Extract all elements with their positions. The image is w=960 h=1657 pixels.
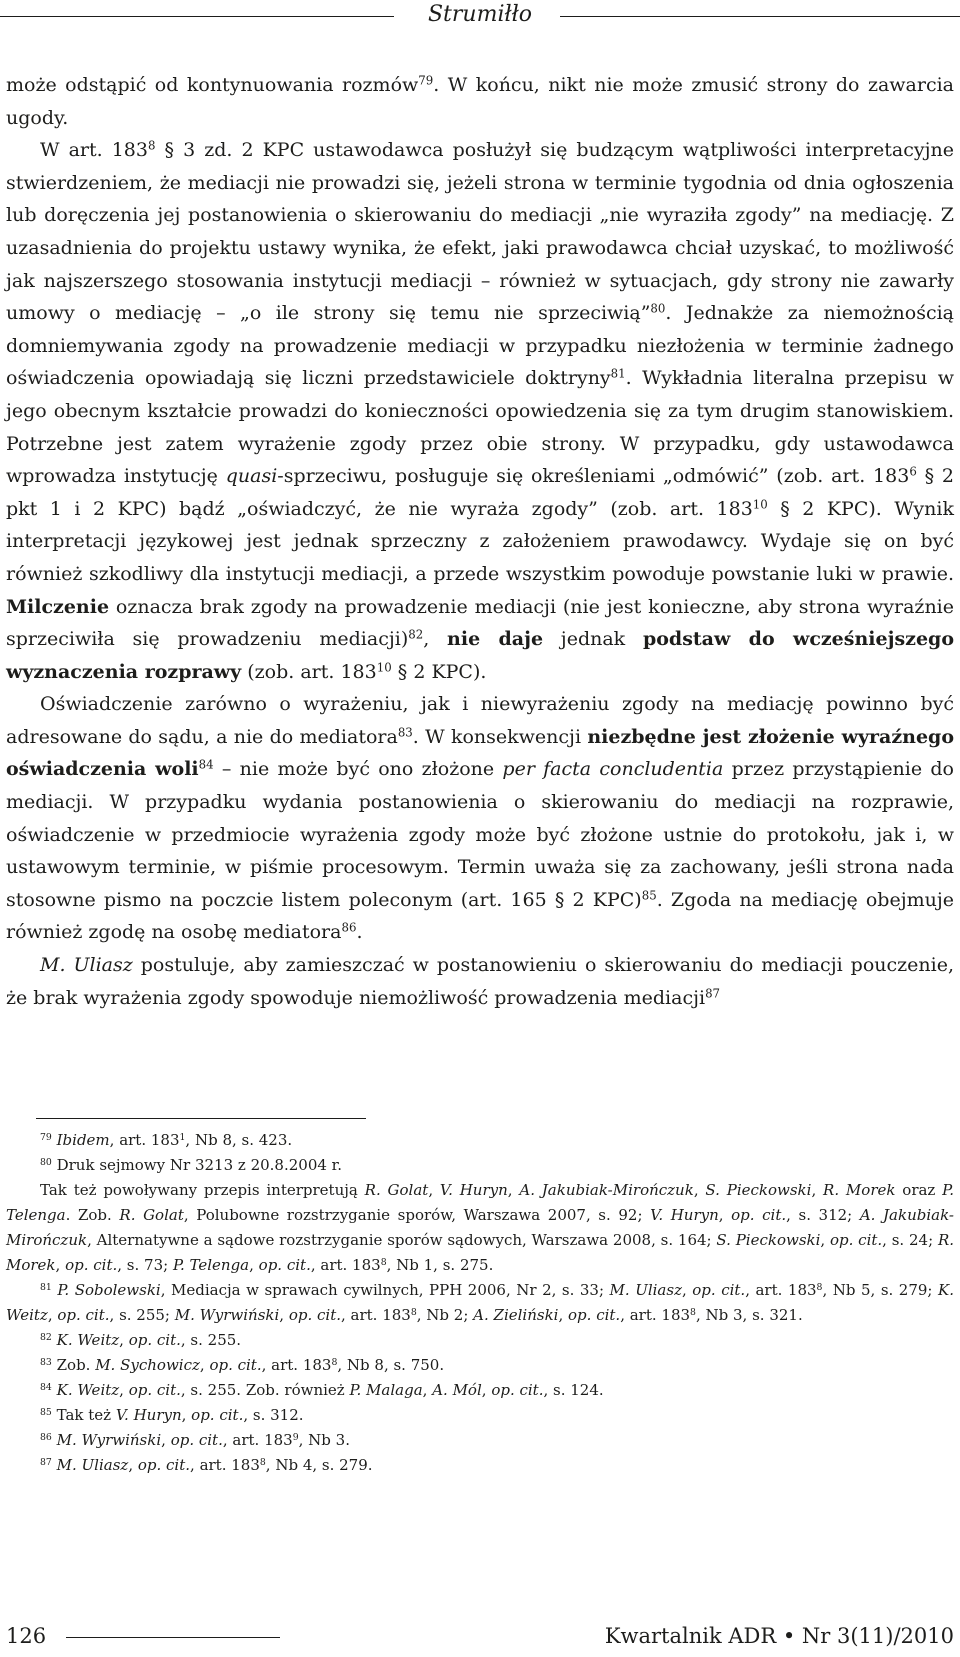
footnote-ref-83: 83 [397, 725, 413, 740]
footnote-82: $^{82}$ K. Weitz, op. cit., s. 255. [40, 1331, 242, 1349]
footnote-ref-87: 87 [705, 986, 721, 1001]
footnote-ref-85: 85 [641, 888, 657, 903]
footnote-ref-80: 80 [650, 301, 666, 316]
footnote-87: $^{87}$ M. Uliasz, op. cit., art. $183^8$, Nb 4, s. 279. [40, 1456, 373, 1474]
footnote-separator [36, 1118, 366, 1119]
footnote-ref-82: 82 [408, 627, 424, 642]
footnote-81: $^{81}$ P. Sobolewski, Mediacja w sprawach cywilnych, PPH 2006, Nr 2, s. 33; M. Uliasz, op. cit., art. $183^8$, Nb 5, s. 279; K. Weitz, op. cit., s. 255; M. Wyrwiński, op. cit., art. $183^8$, Nb 2; A. Zieliński, op. cit., art. $183^8$, Nb 3, s. 321. [6, 1281, 954, 1324]
paragraph-4: M. Uliasz postuluje, aby zamieszczać w postanowieniu o skierowaniu do mediacji pouczenie, że brak wyrażenia zgody spowoduje niemożliwość prowadzenia mediacji$^{87}$ [6, 954, 954, 1009]
footnote-80-continuation: Tak też powoływany przepis interpretują R. Golat, V. Huryn, A. Jakubiak-Mirończuk, S. Pieckowski, R. Morek oraz P. Telenga. Zob. R. Golat, Polubowne rozstrzyganie sporów, Warszawa 2007, s. 92; V. Huryn, op. cit., s. 312; A. Jakubiak-Mirończuk, Alternatywne a sądowe rozstrzyganie sporów sądowych, Warszawa 2008, s. 164; S. Pieckowski, op. cit., s. 24; R. Morek, op. cit., s. 73; P. Telenga, op. cit., art. $183^8$, Nb 1, s. 275. [6, 1181, 954, 1274]
footnote-83: $^{83}$ Zob. M. Sychowicz, op. cit., art. $183^8$, Nb 8, s. 750. [40, 1356, 445, 1374]
footnote-ref-84: 84 [198, 758, 214, 772]
journal-title: Kwartalnik ADR • Nr 3(11)/2010 [604, 1624, 954, 1648]
footnote-ref-81: 81 [610, 366, 626, 381]
paragraph-2: W art. $183^8$ § 3 zd. 2 KPC ustawodawca posłużył się budzącym wątpliwości interpretacyjne stwierdzeniem, że mediacji nie prowadzi się, jeżeli strona w terminie tygodnia od dnia ogłoszenia lub doręczenia jej postanowienia o skierowaniu do mediacji „nie wyraziła zgody” na mediację. Z uzasadnienia do projektu ustawy wynika, że efekt, jaki prawodawca chciał uzyskać, to możliwość jak najszerszego stosowania instytucji mediacji – również w sytuacjach, gdy strony nie zawarły umowy o mediację – „o ile strony się temu nie sprzeciwią”$^{80}$. Jednakże za niemożnością domniemywania zgody na prowadzenie mediacji w przypadku niezłożenia w terminie żadnego oświadczenia opowiadają się liczni przedstawiciele doktryny$^{81}$. Wykładnia literalna przepisu w jego obecnym kształcie prowadzi do konieczności opowiedzenia się za tym drugim stanowiskiem. Potrzebne jest zatem wyrażenie zgody przez obie strony. W przypadku, gdy ustawodawca wprowadza instytucję quasi-sprzeciwu, posługuje się określeniami „odmówić” (zob. art. $183^6$ § 2 pkt 1 i 2 KPC) bądź „oświadczyć, że nie wyraża zgody” (zob. art. $183^{10}$ § 2 KPC). Wynik interpretacji językowej jest jednak sprzeczny z założeniem prawodawcy. Wydaje się on być również szkodliwy dla instytucji mediacji, a przede wszystkim powoduje powstanie luki w prawie. Milczenie oznacza brak zgody na prowadzenie mediacji (nie jest konieczne, aby strona wyraźnie sprzeciwiła się prowadzeniu mediacji)$^{82}$, nie daje jednak podstaw do wcześniejszego wyznaczenia rozprawy (zob. art. $183^{10}$ § 2 KPC). [6, 138, 955, 683]
main-text [6, 69, 954, 1014]
footnote-ref-79: 79 [418, 73, 434, 88]
paragraph-3: Oświadczenie zarówno o wyrażeniu, jak i niewyrażeniu zgody na mediację powinno być adresowane do sądu, a nie do mediatora$^{83}$. W konsekwencji niezbędne jest złożenie wyraźnego oświadczenia woli$^{84}$ – nie może być ono złożone per facta concludentia przez przystąpienie do mediacji. W przypadku wydania postanowienia o skierowaniu do mediacji na rozprawie, oświadczenie w przedmiocie wyrażenia zgody może być złożone ustnie do protokołu, jak i, w ustawowym terminie, w piśmie procesowym. Termin uważa się za zachowany, jeśli strona nada stosowne pismo na poczcie listem poleconym (art. 165 § 2 KPC)$^{85}$. Zgoda na mediację obejmuje również zgodę na osobę mediatora$^{86}$. [6, 693, 955, 944]
running-header [0, 0, 960, 34]
paragraph-1: może odstąpić od kontynuowania rozmów$^{79}$. W końcu, nikt nie może zmusić strony do zawarcia ugody. [6, 73, 955, 129]
header-rule-right [560, 16, 960, 17]
footnote-84: $^{84}$ K. Weitz, op. cit., s. 255. Zob. również P. Malaga, A. Mól, op. cit., s. 124. [40, 1381, 604, 1399]
footnote-85: $^{85}$ Tak też V. Huryn, op. cit., s. 312. [40, 1406, 304, 1424]
footnote-79: $^{79}$ Ibidem, art. $183^1$, Nb 8, s. 423. [40, 1131, 293, 1149]
footnote-ref-86: 86 [341, 920, 357, 935]
footnote-80: $^{80}$ Druk sejmowy Nr 3213 z 20.8.2004 r. [40, 1156, 342, 1174]
footer-rule [66, 1637, 280, 1638]
page-footer [6, 1622, 954, 1652]
footnote-86: $^{86}$ M. Wyrwiński, op. cit., art. $183^9$, Nb 3. [40, 1431, 350, 1449]
footnotes [6, 1128, 954, 1478]
page-number: 126 [6, 1624, 47, 1648]
running-title: Strumiłło [427, 2, 532, 27]
